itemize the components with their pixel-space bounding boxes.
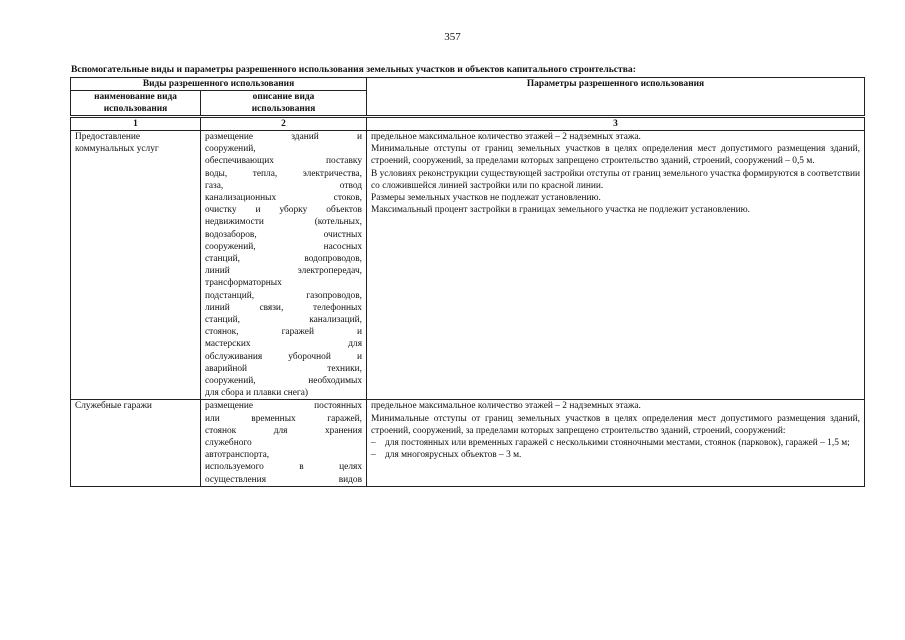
description-word: обеспечивающих [205,156,274,167]
group-header-cell: Виды разрешенного использования [71,78,367,91]
description-word: очистных [323,229,363,240]
description-word: в [299,462,304,473]
description-word: аварийной [205,363,248,374]
description-word: техники, [327,363,363,374]
col-number: 3 [367,117,865,131]
col3-header: Параметры разрешенного использования [367,78,865,117]
col1-header-line: наименование вида [94,92,177,102]
col1-header [71,91,201,117]
description-line [205,192,362,204]
description-word: зданий [291,132,319,142]
description-line [205,277,362,289]
description-word: водозаборов, [205,229,257,240]
bullet-text: для многоярусных объектов – 3 м. [385,450,522,461]
description-word: хранения [324,425,363,436]
description-word: для [348,339,363,350]
description-word: или [205,413,220,424]
description-word: служебного [205,438,252,449]
description-word: гаражей [281,327,314,338]
use-name-line: Предоставление [75,132,141,142]
description-word: станций, [205,254,240,265]
description-word: осуществления [205,474,267,485]
description-word: очистку [205,205,237,216]
page-number: 357 [444,31,461,43]
table-row [71,400,865,486]
description-line [205,302,362,314]
description-word: сооружений, [205,241,256,252]
use-name-line: Служебные гаражи [75,401,152,412]
bullet-dash: – [371,438,376,449]
description-word: стоков, [333,193,363,204]
description-word: телефонных [313,302,362,313]
description-line [205,425,362,437]
description-word: сооружений, [205,376,256,387]
description-word: канализаций, [309,315,363,326]
use-params-cell [367,400,865,486]
use-description-cell [201,400,367,486]
col2-header-line: использования [251,104,316,114]
description-word: постоянных [314,401,363,412]
parameter-paragraph: В условиях реконструкции существующей застройки отступы от границ земельного участка формируются в соответствии со сложившейся линией застройки или по красной линии. [371,168,861,191]
description-word: видов [338,474,363,485]
description-word: подстанций, [205,290,255,301]
description-word: и [356,132,362,142]
description-word: насосных [323,241,363,252]
description-word: автотранспорта, [205,450,270,461]
description-line [205,241,362,253]
description-word: линий [205,302,230,313]
description-word: размещение [205,401,254,412]
description-word: объектов [326,205,362,216]
description-word: воды, [205,168,228,179]
description-line [205,400,362,412]
description-line [205,204,362,216]
description-word: размещение [205,132,254,142]
parameter-paragraph: предельное максимальное количество этажей – 2 надземных этажа. [371,401,641,412]
description-line [205,143,362,155]
description-line [205,351,362,363]
description-word: станций, [205,315,240,326]
description-word: необходимых [308,376,363,387]
description-word: газопроводов, [306,290,363,301]
description-word: сооружений, [205,144,256,155]
page-heading: Вспомогательные виды и параметры разрешенного использования земельных участков и объектов капитального строительства: [71,64,636,75]
column-number-row [71,117,865,131]
description-line [205,168,362,180]
description-line [205,155,362,167]
table-row [71,131,865,400]
col1-header-line: использования [103,104,168,114]
description-word: мастерских [205,339,251,350]
description-word: канализационных [205,193,277,204]
description-word: целях [339,462,363,473]
description-line [205,437,362,449]
use-name-line: коммунальных услуг [75,144,159,155]
description-line [205,253,362,265]
description-word: трансформаторных [205,278,282,289]
description-word: газа, [205,180,224,191]
use-params-cell [367,131,865,400]
col2-header-line: описание вида [252,92,315,102]
description-line [205,449,362,461]
bullet-text: для постоянных или временных гаражей с несколькими стояночными местами, стоянок (парковок), гаражей – 1,5 м; [385,438,850,449]
description-word: и [356,351,363,362]
parameter-bullet [371,437,860,449]
description-line [205,326,362,338]
description-line [205,229,362,241]
description-line [205,290,362,302]
parameter-paragraph: Минимальные отступы от границ земельных участков в целях определения мест допустимого размещения зданий, строений, сооружений, за пределами которых запрещено строительство зданий, строений, сооружений – 0,5 м. [371,144,861,167]
description-word: стоянок [205,425,237,436]
description-line [205,474,362,486]
description-word: используемого [205,462,264,473]
description-word: уборку [279,205,308,216]
col2-header [201,91,367,117]
parameter-paragraph: предельное максимальное количество этажей – 2 надземных этажа. [371,132,641,142]
description-word: и [255,205,261,216]
description-line [205,338,362,350]
description-word: тепла, [252,168,278,179]
use-description-cell [201,131,367,400]
description-line [205,375,362,387]
description-word: уборочной [288,351,331,362]
description-word: связи, [259,302,284,313]
description-word: линий [205,266,230,277]
description-line [205,131,362,143]
bullet-dash: – [371,450,376,461]
description-line [205,265,362,277]
description-word: и [356,327,363,338]
description-word: водопроводов, [304,254,363,265]
description-word: электричества, [302,168,363,179]
description-word: для [273,425,288,436]
description-line [205,387,362,399]
description-word: обслуживания [205,351,263,362]
parameter-paragraph: Минимальные отступы от границ земельных участков в целях определения мест допустимого размещения зданий, строений, сооружений, за пределами которых запрещено строительство зданий, строений, сооружений: [371,413,861,436]
parameter-paragraph: Максимальный процент застройки в границах земельного участка не подлежит установлению. [371,205,750,216]
use-name-cell [71,400,201,486]
permitted-use-table [70,77,865,487]
table-group-header-row [71,78,865,91]
description-word: стоянок, [205,327,239,338]
description-word: гаражей, [327,413,362,424]
description-line [205,314,362,326]
description-word: временных [251,413,296,424]
description-word: поставку [326,156,363,167]
description-word: недвижимости [205,217,264,228]
description-word: (котельных, [314,217,363,228]
parameter-bullet [371,449,860,461]
description-line [205,180,362,192]
use-name-cell [71,131,201,400]
parameter-paragraph: Размеры земельных участков не подлежат установлению. [371,193,601,204]
description-line [205,461,362,473]
description-word: отвод [339,180,363,191]
description-line [205,216,362,228]
col-number: 2 [201,117,367,131]
description-word: для сбора и плавки снега) [205,388,309,399]
description-line [205,363,362,375]
description-line [205,413,362,425]
col-number: 1 [71,117,201,131]
description-word: электропередач, [297,266,363,277]
